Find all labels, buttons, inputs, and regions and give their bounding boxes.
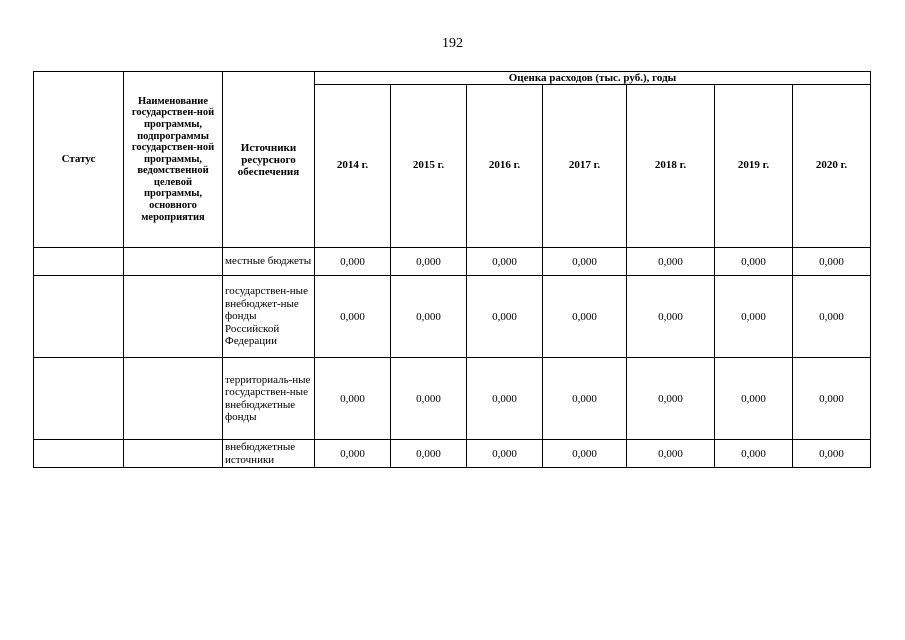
year-header-2019: 2019 г. [715, 85, 793, 248]
funding-source-cell: внебюджетные источники [223, 440, 315, 468]
year-header-2017: 2017 г. [543, 85, 627, 248]
value-cell-2015: 0,000 [391, 276, 467, 358]
value-cell-2015: 0,000 [391, 440, 467, 468]
status-cell [34, 440, 124, 468]
program-name-cell [124, 358, 223, 440]
value-cell-2016: 0,000 [467, 358, 543, 440]
value-cell-2017: 0,000 [543, 276, 627, 358]
value-cell-2015: 0,000 [391, 248, 467, 276]
value-cell-2014: 0,000 [315, 440, 391, 468]
funding-source-cell: местные бюджеты [223, 248, 315, 276]
value-cell-2020: 0,000 [793, 248, 871, 276]
value-cell-2019: 0,000 [715, 358, 793, 440]
program-name-header: Наименование государствен-ной программы, подпрограммы государствен-ной программы, ведомственной целевой программы, основного мероприятия [124, 72, 223, 248]
value-cell-2019: 0,000 [715, 276, 793, 358]
program-name-cell [124, 440, 223, 468]
expense-table [33, 71, 871, 468]
table-row [34, 358, 871, 440]
value-cell-2020: 0,000 [793, 358, 871, 440]
value-cell-2016: 0,000 [467, 248, 543, 276]
status-cell [34, 358, 124, 440]
value-cell-2014: 0,000 [315, 358, 391, 440]
value-cell-2020: 0,000 [793, 276, 871, 358]
year-header-2014: 2014 г. [315, 85, 391, 248]
funding-source-cell: государствен-ные внебюджет-ные фонды Российской Федерации [223, 276, 315, 358]
funding-source-cell: территориаль-ные государствен-ные внебюджетные фонды [223, 358, 315, 440]
value-cell-2016: 0,000 [467, 276, 543, 358]
year-header-2020: 2020 г. [793, 85, 871, 248]
funding-sources-header: Источники ресурсного обеспечения [223, 72, 315, 248]
value-cell-2017: 0,000 [543, 248, 627, 276]
value-cell-2018: 0,000 [627, 276, 715, 358]
value-cell-2014: 0,000 [315, 248, 391, 276]
year-header-2018: 2018 г. [627, 85, 715, 248]
program-name-cell [124, 276, 223, 358]
program-name-cell [124, 248, 223, 276]
expense-estimate-header: Оценка расходов (тыс. руб.), годы [315, 72, 871, 85]
year-header-2016: 2016 г. [467, 85, 543, 248]
table-row [34, 440, 871, 468]
page-number: 192 [442, 36, 463, 51]
year-header-2015: 2015 г. [391, 85, 467, 248]
status-cell [34, 248, 124, 276]
value-cell-2015: 0,000 [391, 358, 467, 440]
value-cell-2018: 0,000 [627, 248, 715, 276]
value-cell-2016: 0,000 [467, 440, 543, 468]
status-cell [34, 276, 124, 358]
value-cell-2017: 0,000 [543, 440, 627, 468]
table-row [34, 248, 871, 276]
value-cell-2014: 0,000 [315, 276, 391, 358]
value-cell-2018: 0,000 [627, 358, 715, 440]
table-row [34, 276, 871, 358]
value-cell-2019: 0,000 [715, 440, 793, 468]
value-cell-2019: 0,000 [715, 248, 793, 276]
value-cell-2020: 0,000 [793, 440, 871, 468]
value-cell-2018: 0,000 [627, 440, 715, 468]
value-cell-2017: 0,000 [543, 358, 627, 440]
status-header: Статус [34, 72, 124, 248]
